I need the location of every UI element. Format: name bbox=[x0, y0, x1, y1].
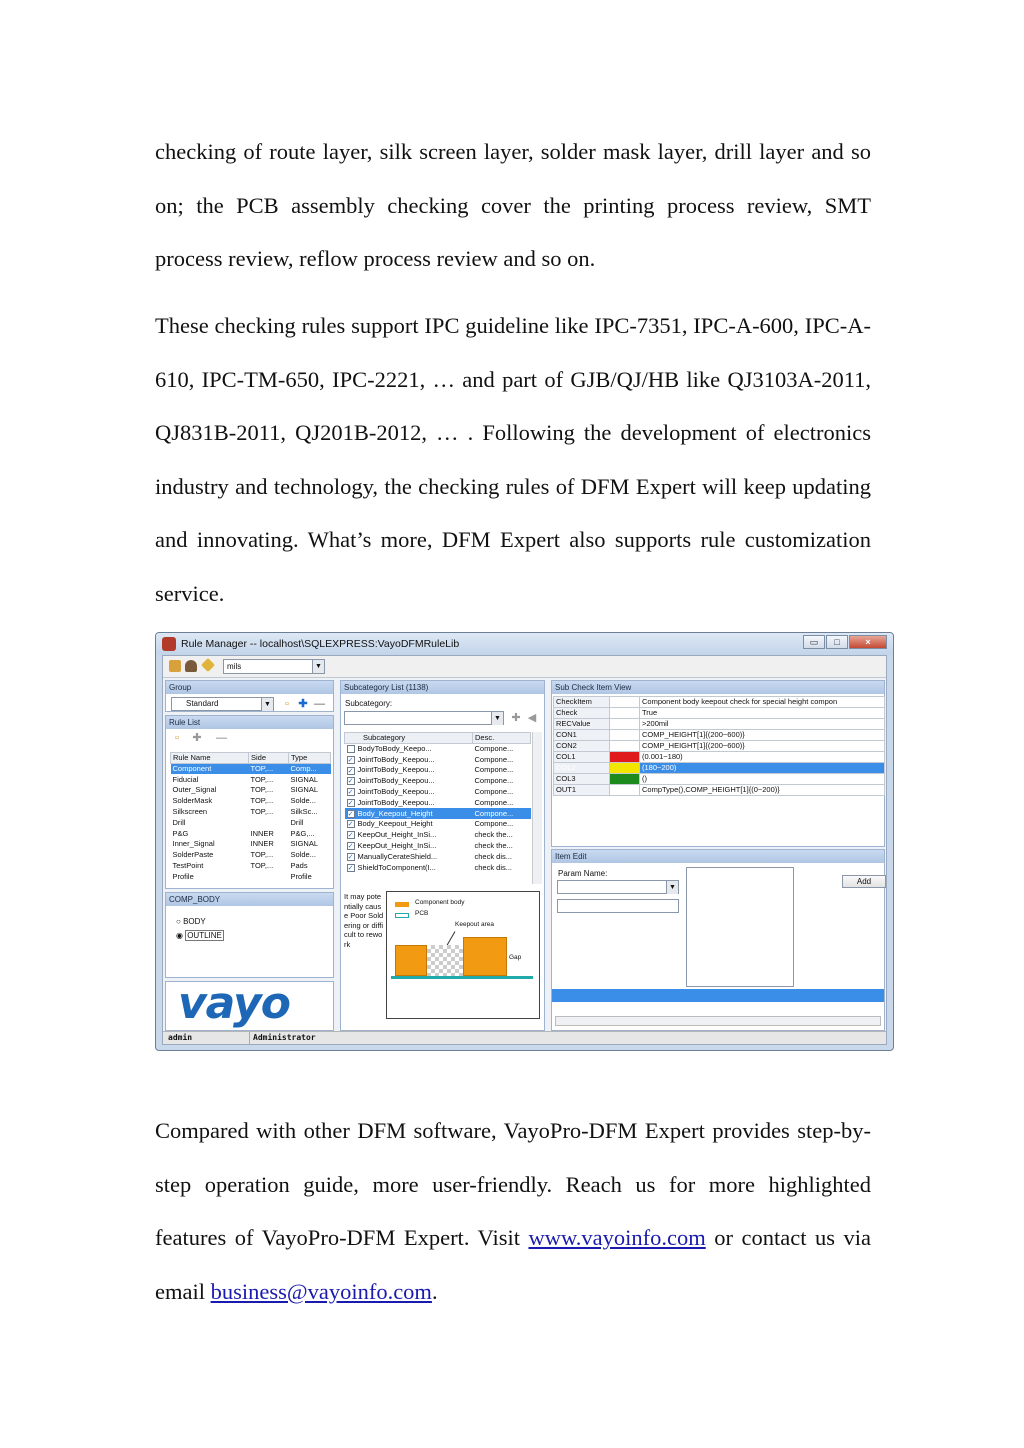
subcategory-name: JointToBody_Keepou... bbox=[357, 776, 435, 786]
subcategory-name: ManuallyCerateShield... bbox=[357, 851, 438, 861]
table-cell: TOP,... bbox=[250, 785, 274, 795]
rule-list-panel bbox=[165, 715, 334, 889]
table-cell: Compone... bbox=[474, 797, 514, 807]
table-row[interactable] bbox=[171, 871, 331, 882]
email-link[interactable]: business@vayoinfo.com bbox=[210, 1278, 432, 1304]
property-key: RECValue bbox=[554, 719, 610, 730]
subcategory-name: KeepOut_Height_InSi... bbox=[357, 830, 437, 840]
radio-body-label: BODY bbox=[183, 917, 206, 926]
color-cell bbox=[610, 708, 640, 719]
maximize-button[interactable]: □ bbox=[826, 635, 848, 649]
property-value: Component body keepout check for special height compon bbox=[640, 697, 885, 708]
table-cell bbox=[249, 871, 289, 882]
property-value: >200mil bbox=[640, 719, 885, 730]
table-cell bbox=[345, 830, 473, 841]
table-cell bbox=[345, 819, 473, 830]
chevron-down-icon: ▼ bbox=[261, 698, 273, 711]
table-cell: P&G bbox=[172, 828, 189, 838]
column-header[interactable]: Desc. bbox=[473, 733, 531, 744]
legend-pcb-label: PCB bbox=[415, 910, 429, 917]
rule-note: It may potentially cause Poor Soldering or difficult to rework bbox=[344, 892, 384, 949]
table-cell: Compone... bbox=[474, 765, 514, 775]
website-link[interactable]: www.vayoinfo.com bbox=[528, 1225, 706, 1250]
subcategory-name: JointToBody_Keepou... bbox=[357, 765, 435, 775]
table-cell: Compone... bbox=[474, 819, 514, 829]
list-item[interactable] bbox=[345, 862, 531, 873]
toolbar bbox=[163, 656, 886, 678]
keepout-area bbox=[427, 945, 463, 976]
rule-list-header: Rule List bbox=[166, 716, 333, 729]
subcategory-name: JointToBody_Keepou... bbox=[357, 797, 435, 807]
color-cell bbox=[610, 785, 640, 796]
comp-body-header: COMP_BODY bbox=[166, 893, 333, 906]
column-header[interactable]: Side bbox=[249, 753, 289, 764]
chevron-down-icon: ▼ bbox=[312, 660, 324, 673]
property-key: CON1 bbox=[554, 730, 610, 741]
list-item[interactable] bbox=[345, 819, 531, 830]
table-cell: SIGNAL bbox=[290, 774, 319, 784]
title-bar bbox=[156, 633, 893, 655]
table-cell bbox=[345, 808, 473, 819]
window-title: Rule Manager -- localhost\SQLEXPRESS:VayoDFMRuleLib bbox=[181, 638, 460, 650]
table-cell bbox=[345, 776, 473, 787]
table-cell: Pads bbox=[290, 861, 308, 871]
table-cell: SIGNAL bbox=[290, 785, 319, 795]
callout-label: Keepout area bbox=[455, 921, 495, 928]
table-cell bbox=[345, 787, 473, 798]
subcategory-name: ShieldToComponent(I... bbox=[357, 862, 436, 872]
chevron-down-icon: ▼ bbox=[666, 881, 678, 894]
table-cell bbox=[345, 765, 473, 776]
table-cell: check the... bbox=[474, 830, 513, 840]
table-cell: Compone... bbox=[474, 776, 514, 786]
subcategory-name: Body_Keepout_Height bbox=[357, 808, 433, 818]
table-row[interactable] bbox=[554, 763, 885, 774]
paragraph-pcb-checking: checking of route layer, silk screen layer, solder mask layer, drill layer and so on; the PCB assembly checking cover the printing process review, SMT process review, reflow process review and so on. bbox=[155, 139, 871, 271]
add-icon[interactable]: ✚ bbox=[298, 698, 308, 710]
table-cell: Silkscreen bbox=[172, 807, 208, 817]
property-value: COMP_HEIGHT[1]{(200~600)} bbox=[640, 730, 885, 741]
param-value-field[interactable] bbox=[557, 899, 679, 913]
table-cell: check the... bbox=[474, 841, 513, 851]
units-value: mils bbox=[227, 662, 242, 671]
property-value: True bbox=[640, 708, 885, 719]
app-icon bbox=[162, 637, 176, 651]
key-user-icon[interactable] bbox=[169, 660, 181, 672]
column-header[interactable]: Subcategory bbox=[345, 733, 473, 744]
table-cell: Compone... bbox=[473, 808, 531, 819]
table-row[interactable] bbox=[171, 807, 331, 818]
status-bar bbox=[163, 1031, 886, 1044]
sub-check-header: Sub Check Item View bbox=[552, 681, 884, 694]
checkbox[interactable]: ✓ bbox=[347, 778, 354, 786]
subcategory-name: JointToBody_Keepou... bbox=[357, 754, 435, 764]
group-panel bbox=[165, 680, 334, 712]
group-select[interactable] bbox=[171, 697, 274, 711]
chevron-down-icon: ▼ bbox=[491, 712, 503, 725]
rule-table bbox=[170, 752, 331, 882]
color-cell bbox=[610, 774, 640, 785]
property-key: Check bbox=[554, 708, 610, 719]
contact-text-end: . bbox=[431, 1278, 438, 1304]
sub-check-panel bbox=[551, 680, 885, 847]
checkbox[interactable]: ✓ bbox=[347, 843, 354, 851]
radio-outline[interactable]: ◉ OUTLINE bbox=[176, 931, 222, 940]
table-cell bbox=[345, 754, 473, 765]
table-cell: TOP,... bbox=[250, 861, 274, 871]
subcategory-panel bbox=[340, 680, 545, 1031]
list-item[interactable] bbox=[345, 797, 531, 808]
table-row[interactable] bbox=[554, 719, 885, 730]
list-item[interactable] bbox=[345, 830, 531, 841]
checkbox[interactable]: ✓ bbox=[347, 821, 354, 829]
list-item[interactable] bbox=[345, 754, 531, 765]
table-cell: SolderMask bbox=[172, 796, 213, 806]
column-header[interactable]: Rule Name bbox=[171, 753, 249, 764]
table-cell: Inner_Signal bbox=[172, 839, 215, 849]
radio-outline-label: OUTLINE bbox=[187, 931, 222, 940]
table-cell: Outer_Signal bbox=[172, 785, 217, 795]
subcategory-name: Body_Keepout_Height bbox=[357, 819, 433, 829]
sub-check-table bbox=[553, 696, 885, 796]
checkbox[interactable] bbox=[347, 745, 355, 753]
table-cell: Solde... bbox=[290, 796, 316, 806]
table-row[interactable] bbox=[554, 730, 885, 741]
table-row[interactable] bbox=[171, 828, 331, 839]
checkbox[interactable]: ✓ bbox=[347, 799, 354, 807]
selection-bar bbox=[552, 989, 884, 1002]
subcategory-header: Subcategory List (1138) bbox=[341, 681, 544, 694]
contact-text-2: or contact us via email bbox=[155, 1225, 871, 1304]
table-row[interactable] bbox=[554, 708, 885, 719]
table-cell bbox=[345, 862, 473, 873]
table-cell: TOP,... bbox=[250, 796, 274, 806]
table-cell bbox=[249, 817, 289, 828]
checkbox[interactable]: ✓ bbox=[347, 767, 354, 775]
param-list-box[interactable] bbox=[686, 867, 794, 987]
table-cell: Profile bbox=[172, 871, 194, 881]
collapse-icon[interactable]: ◀ bbox=[527, 712, 537, 724]
table-row[interactable] bbox=[171, 817, 331, 828]
checkbox[interactable]: ✓ bbox=[347, 853, 354, 861]
user-icon[interactable] bbox=[185, 660, 197, 672]
table-cell: Fiducial bbox=[172, 774, 199, 784]
table-row[interactable] bbox=[171, 785, 331, 796]
table-row[interactable] bbox=[171, 850, 331, 861]
status-user: admin bbox=[168, 1033, 193, 1042]
key-icon[interactable] bbox=[201, 658, 215, 672]
color-cell bbox=[610, 697, 640, 708]
contact-text: Compared with other DFM software, VayoPro-DFM Expert provides step-by-step operation guide, more user-friendly. Reach us for more highlighted features of VayoPro-DFM Expert. Visit bbox=[155, 1118, 871, 1250]
table-cell: P&G,... bbox=[290, 828, 315, 838]
table-cell: Profile bbox=[290, 871, 312, 881]
property-key: CheckItem bbox=[554, 697, 610, 708]
table-cell: SilkSc... bbox=[290, 807, 318, 817]
property-key: OUT1 bbox=[554, 785, 610, 796]
column-header[interactable]: Type bbox=[289, 753, 331, 764]
subcategory-label: Subcategory: bbox=[345, 699, 393, 708]
rule-manager-screenshot bbox=[155, 632, 894, 1051]
table-cell: Drill bbox=[290, 817, 304, 827]
subcategory-table bbox=[344, 732, 531, 873]
color-cell bbox=[610, 752, 640, 763]
checkbox[interactable]: ✓ bbox=[347, 789, 354, 797]
units-select[interactable] bbox=[223, 659, 325, 674]
logo-panel bbox=[165, 978, 334, 1031]
color-cell bbox=[610, 719, 640, 730]
list-item[interactable] bbox=[345, 765, 531, 776]
table-cell bbox=[345, 797, 473, 808]
vayo-logo: vayo bbox=[178, 978, 290, 1029]
new-doc-icon[interactable]: ▫ bbox=[175, 732, 179, 744]
property-key: COL2 bbox=[554, 763, 610, 774]
table-cell: SolderPaste bbox=[172, 850, 214, 860]
component-body-right bbox=[463, 937, 507, 976]
table-cell: INNER bbox=[250, 828, 274, 838]
comp-body-panel bbox=[165, 892, 334, 978]
table-cell: TOP,... bbox=[250, 807, 274, 817]
table-row[interactable] bbox=[554, 741, 885, 752]
horizontal-scrollbar[interactable] bbox=[555, 1016, 881, 1026]
subcategory-select[interactable] bbox=[344, 711, 504, 725]
table-cell: Compone... bbox=[474, 744, 514, 754]
checkbox[interactable]: ✓ bbox=[347, 756, 354, 764]
table-row[interactable] bbox=[554, 752, 885, 763]
property-key: COL3 bbox=[554, 774, 610, 785]
paragraph-ipc-rules: These checking rules support IPC guideline like IPC-7351, IPC-A-600, IPC-A-610, IPC-TM-650, IPC-2221, … and part of GJB/QJ/HB like QJ3103A-2011, QJ831B-2011, QJ201B-2012, … . Following the development of electronics industry and technology, the checking rules of DFM Expert will keep updating and innovating. What’s more, DFM Expert also supports rule customization service. bbox=[155, 313, 871, 606]
table-row[interactable] bbox=[171, 764, 331, 775]
table-row[interactable] bbox=[171, 774, 331, 785]
subcategory-scrollbar[interactable] bbox=[532, 732, 542, 884]
table-row[interactable] bbox=[171, 861, 331, 872]
table-cell: check dis... bbox=[474, 851, 513, 861]
table-cell: Compone... bbox=[474, 787, 514, 797]
item-edit-header: Item Edit bbox=[552, 850, 884, 863]
table-row[interactable] bbox=[171, 839, 331, 850]
property-value: () bbox=[640, 774, 885, 785]
color-cell bbox=[610, 730, 640, 741]
minimize-button[interactable]: ▭ bbox=[803, 635, 825, 649]
table-cell: TOP,... bbox=[250, 850, 274, 860]
list-item[interactable] bbox=[345, 776, 531, 787]
pcb-line bbox=[391, 976, 533, 979]
group-header: Group bbox=[166, 681, 333, 694]
property-key: COL1 bbox=[554, 752, 610, 763]
table-cell: Component bbox=[171, 764, 249, 775]
remove-icon[interactable]: — bbox=[314, 698, 325, 710]
subcategory-name: BodyToBody_Keepo... bbox=[357, 744, 432, 754]
table-cell: Comp... bbox=[289, 764, 331, 775]
param-name-select[interactable] bbox=[557, 880, 679, 894]
property-value: (180~200) bbox=[640, 763, 885, 774]
table-cell: Compone... bbox=[474, 754, 514, 764]
list-item[interactable] bbox=[345, 808, 531, 819]
property-key: CON2 bbox=[554, 741, 610, 752]
close-button[interactable]: × bbox=[849, 635, 887, 649]
table-row[interactable] bbox=[554, 774, 885, 785]
table-row[interactable] bbox=[554, 697, 885, 708]
list-item[interactable] bbox=[345, 841, 531, 852]
add-icon[interactable]: ✚ bbox=[192, 732, 202, 744]
subcategory-name: JointToBody_Keepou... bbox=[357, 787, 435, 797]
add-button[interactable]: Add bbox=[842, 875, 886, 888]
remove-icon[interactable]: — bbox=[216, 732, 227, 744]
checkbox[interactable]: ✓ bbox=[347, 810, 354, 818]
table-cell bbox=[345, 841, 473, 852]
legend-swatch-body bbox=[395, 902, 409, 907]
table-cell bbox=[345, 851, 473, 862]
subcategory-name: KeepOut_Height_InSi... bbox=[357, 841, 437, 851]
list-item[interactable] bbox=[345, 744, 531, 755]
property-value: CompType(),COMP_HEIGHT[1]{(0~200)} bbox=[640, 785, 885, 796]
paragraph-contact bbox=[155, 1104, 871, 1318]
checkbox[interactable]: ✓ bbox=[347, 864, 354, 872]
param-name-label: Param Name: bbox=[558, 869, 608, 878]
table-cell: Drill bbox=[172, 817, 186, 827]
table-cell: check dis... bbox=[474, 862, 513, 872]
property-value: COMP_HEIGHT[1]{(200~600)} bbox=[640, 741, 885, 752]
item-edit-panel bbox=[551, 849, 885, 1031]
table-cell: SIGNAL bbox=[290, 839, 319, 849]
table-cell: INNER bbox=[250, 839, 274, 849]
new-doc-icon[interactable]: ▫ bbox=[285, 698, 289, 710]
legend-swatch-pcb bbox=[395, 913, 409, 918]
gap-label: Gap bbox=[509, 954, 522, 961]
table-cell: TOP,... bbox=[250, 774, 274, 784]
add-icon[interactable]: ✚ bbox=[511, 712, 521, 724]
radio-body[interactable]: ○ BODY bbox=[176, 917, 206, 926]
property-value: (0.001~180) bbox=[640, 752, 885, 763]
status-role: Administrator bbox=[249, 1032, 316, 1044]
color-cell bbox=[610, 741, 640, 752]
table-cell: TestPoint bbox=[172, 861, 204, 871]
legend-body-label: Component body bbox=[415, 899, 465, 906]
checkbox[interactable]: ✓ bbox=[347, 832, 354, 840]
table-cell: Solde... bbox=[290, 850, 316, 860]
table-cell: TOP,... bbox=[249, 764, 289, 775]
rule-illustration bbox=[386, 891, 540, 1019]
group-select-value: Standard bbox=[186, 699, 219, 708]
color-cell bbox=[610, 763, 640, 774]
list-item[interactable] bbox=[345, 851, 531, 862]
table-cell bbox=[345, 744, 473, 755]
table-row[interactable] bbox=[171, 796, 331, 807]
list-item[interactable] bbox=[345, 787, 531, 798]
component-body-left bbox=[395, 945, 427, 976]
table-row[interactable] bbox=[554, 785, 885, 796]
